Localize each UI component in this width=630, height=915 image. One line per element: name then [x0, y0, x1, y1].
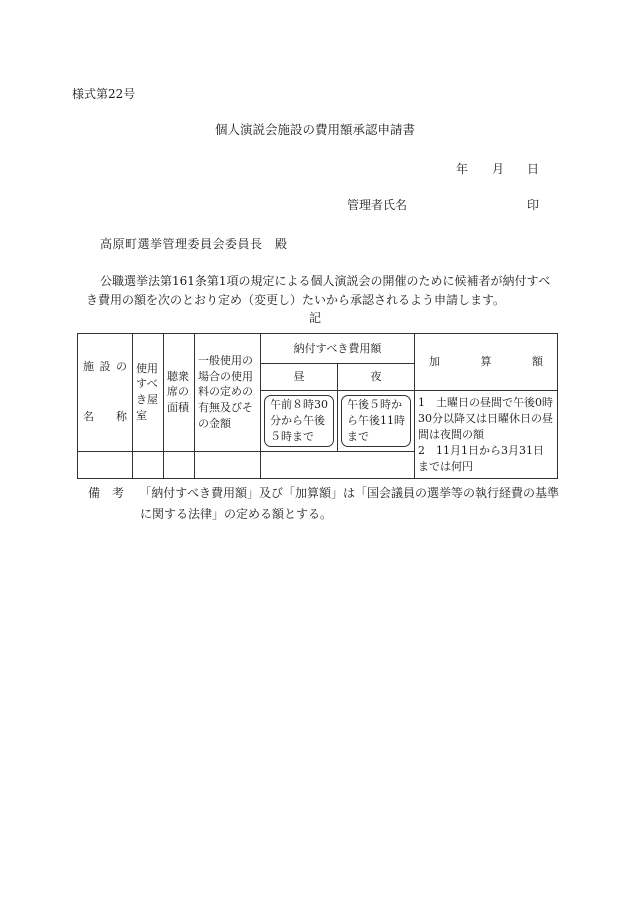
surcharge-header	[415, 334, 558, 391]
ki-mark: 記	[308, 311, 321, 325]
remarks-text: 「納付すべき費用額」及び「加算額」は「国会議員の選挙等の執行経費の基準	[139, 486, 560, 500]
nighttime-hours: 午後５時から午後11時まで	[341, 395, 411, 447]
remarks-label: 備 考	[88, 486, 125, 500]
facility-name-char: 設	[99, 360, 111, 374]
date-year-label: 年	[456, 162, 469, 176]
facility-name-char: 称	[116, 410, 127, 424]
nighttime-label: 夜	[338, 364, 415, 391]
daytime-hours: 午前８時30分から午後５時まで	[264, 395, 334, 447]
application-body: 公職選挙法第161条第1項の規定による個人演説会の開催のために候補者が納付すべき費用の額を次のとおり定め（変更し）たいから承認されるよう申請します。	[86, 274, 551, 308]
nighttime-hours-cell	[338, 391, 415, 452]
remarks-text-continued: に関する法律」の定める額とする。	[140, 507, 333, 521]
form-number: 様式第22号	[72, 87, 136, 101]
blank-cell	[195, 451, 261, 478]
surcharge-char: 加	[429, 355, 440, 369]
facility-name-char: 名	[83, 410, 94, 424]
surcharge-item-1: 1 土曜日の昼間で午後0時30分以降又は日曜休日の昼間は夜間の額	[418, 396, 553, 441]
document-title: 個人演説会施設の費用額承認申請書	[214, 122, 415, 137]
expense-table	[77, 333, 558, 479]
facility-name-char: 施	[83, 360, 94, 374]
daytime-label: 昼	[261, 364, 338, 391]
daytime-hours-cell	[261, 391, 338, 452]
surcharge-char: 額	[532, 355, 543, 369]
general-use-fee-text: 一般使用の場合の使用料の定めの有無及びその金額	[198, 353, 253, 431]
room-header-text: 使用すべき屋室	[136, 361, 158, 423]
blank-cell	[164, 451, 195, 478]
surcharge-char: 算	[480, 355, 492, 369]
surcharge-item-2: 2 11月1日から3月31日までは何円	[418, 443, 544, 473]
payable-amount-header: 納付すべき費用額	[261, 334, 415, 364]
date-day-label: 日	[527, 162, 540, 176]
audience-area-header	[164, 334, 195, 452]
general-use-fee-header	[195, 334, 261, 452]
blank-cell	[78, 451, 133, 478]
date-month-label: 月	[492, 162, 505, 176]
remarks	[88, 487, 559, 499]
facility-name-char: の	[116, 360, 127, 374]
audience-area-text: 聴衆席の面積	[167, 369, 189, 415]
facility-name-header	[78, 334, 133, 452]
seal-mark: 印	[527, 198, 540, 212]
room-header	[133, 334, 164, 452]
addressee: 高原町選挙管理委員会委員長 殿	[100, 237, 288, 251]
surcharge-body	[415, 391, 558, 479]
manager-name-label: 管理者氏名	[347, 198, 408, 212]
blank-cell	[133, 451, 164, 478]
blank-cell	[261, 451, 415, 478]
